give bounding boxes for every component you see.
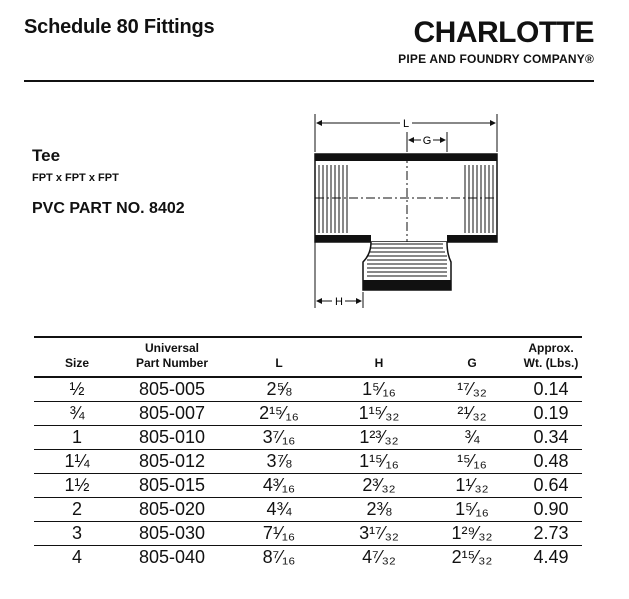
logo-brand-name: CHARLOTTE bbox=[413, 16, 594, 49]
table-row bbox=[34, 450, 582, 474]
cell-part-number: 805-005 bbox=[120, 377, 224, 402]
page-title: Schedule 80 Fittings bbox=[24, 16, 215, 38]
col-header-h: H bbox=[374, 356, 384, 370]
cell-h: 2³⁄₃₂ bbox=[334, 474, 424, 498]
cell-part-number: 805-030 bbox=[120, 522, 224, 546]
product-name: Tee bbox=[32, 146, 61, 165]
cell-l: 7¹⁄₁₆ bbox=[224, 522, 334, 546]
cell-size: ½ bbox=[34, 377, 120, 402]
cell-weight: 0.64 bbox=[520, 474, 582, 498]
cell-h: 2⅜ bbox=[334, 498, 424, 522]
cell-weight: 0.90 bbox=[520, 498, 582, 522]
cell-l: 3⁷⁄₁₆ bbox=[224, 426, 334, 450]
cell-g: ¾ bbox=[424, 426, 520, 450]
logo-subtitle: PIPE AND FOUNDRY COMPANY® bbox=[398, 52, 594, 66]
cell-size: 1¼ bbox=[34, 450, 120, 474]
table-row bbox=[34, 474, 582, 498]
cell-part-number: 805-015 bbox=[120, 474, 224, 498]
cell-weight: 2.73 bbox=[520, 522, 582, 546]
cell-h: 1²³⁄₃₂ bbox=[334, 426, 424, 450]
cell-h: 3¹⁷⁄₃₂ bbox=[334, 522, 424, 546]
diagram-label-l: L bbox=[402, 118, 410, 130]
col-header-weight: Approx. Wt. (Lbs.) bbox=[523, 341, 579, 370]
cell-size: ¾ bbox=[34, 402, 120, 426]
cell-size: 1½ bbox=[34, 474, 120, 498]
cell-g: 1⁵⁄₁₆ bbox=[424, 498, 520, 522]
cell-l: 3⅞ bbox=[224, 450, 334, 474]
cell-weight: 0.19 bbox=[520, 402, 582, 426]
table-row bbox=[34, 426, 582, 450]
cell-l: 2¹⁵⁄₁₆ bbox=[224, 402, 334, 426]
cell-l: 8⁷⁄₁₆ bbox=[262, 547, 296, 567]
col-header-size: Size bbox=[64, 356, 89, 370]
cell-h: 1⁵⁄₁₆ bbox=[334, 377, 424, 402]
product-connection: FPT x FPT x FPT bbox=[32, 172, 119, 184]
cell-part-number: 805-040 bbox=[138, 547, 206, 567]
cell-g: ¹⁷⁄₃₂ bbox=[424, 377, 520, 402]
table-row bbox=[34, 522, 582, 546]
header-divider bbox=[24, 80, 594, 82]
cell-weight: 0.34 bbox=[520, 426, 582, 450]
cell-l: 4¾ bbox=[224, 498, 334, 522]
cell-part-number: 805-012 bbox=[120, 450, 224, 474]
cell-g: ²¹⁄₃₂ bbox=[424, 402, 520, 426]
diagram-label-h: H bbox=[335, 296, 343, 308]
cell-g: 2¹⁵⁄₃₂ bbox=[451, 547, 493, 567]
cell-weight: 4.49 bbox=[533, 547, 569, 567]
cell-size: 1 bbox=[34, 426, 120, 450]
product-part-number: PVC PART NO. 8402 bbox=[32, 200, 185, 217]
cell-size: 2 bbox=[34, 498, 120, 522]
cell-g: 1¹⁄₃₂ bbox=[424, 474, 520, 498]
cell-l: 2⅝ bbox=[224, 377, 334, 402]
tee-fitting-diagram bbox=[305, 112, 515, 312]
cell-part-number: 805-007 bbox=[120, 402, 224, 426]
table-row bbox=[34, 377, 582, 402]
table-row bbox=[34, 402, 582, 426]
cell-weight: 0.48 bbox=[520, 450, 582, 474]
cell-g: ¹⁵⁄₁₆ bbox=[424, 450, 520, 474]
col-header-part-number: Universal Part Number bbox=[135, 341, 209, 370]
cell-size: 3 bbox=[34, 522, 120, 546]
col-header-g: G bbox=[467, 356, 477, 370]
cell-h: 4⁷⁄₃₂ bbox=[362, 547, 396, 567]
cell-size: 4 bbox=[71, 547, 82, 567]
cell-weight: 0.14 bbox=[520, 377, 582, 402]
cell-h: 1¹⁵⁄₁₆ bbox=[334, 450, 424, 474]
diagram-label-g: G bbox=[422, 135, 432, 147]
specification-table bbox=[34, 336, 582, 569]
table-header-row bbox=[34, 337, 582, 377]
cell-part-number: 805-010 bbox=[120, 426, 224, 450]
cell-part-number: 805-020 bbox=[120, 498, 224, 522]
cell-l: 4³⁄₁₆ bbox=[224, 474, 334, 498]
cell-g: 1²⁹⁄₃₂ bbox=[424, 522, 520, 546]
col-header-l: L bbox=[275, 356, 283, 370]
table-row bbox=[34, 498, 582, 522]
table-row bbox=[34, 546, 582, 570]
charlotte-logo bbox=[370, 12, 602, 68]
cell-h: 1¹⁵⁄₃₂ bbox=[334, 402, 424, 426]
